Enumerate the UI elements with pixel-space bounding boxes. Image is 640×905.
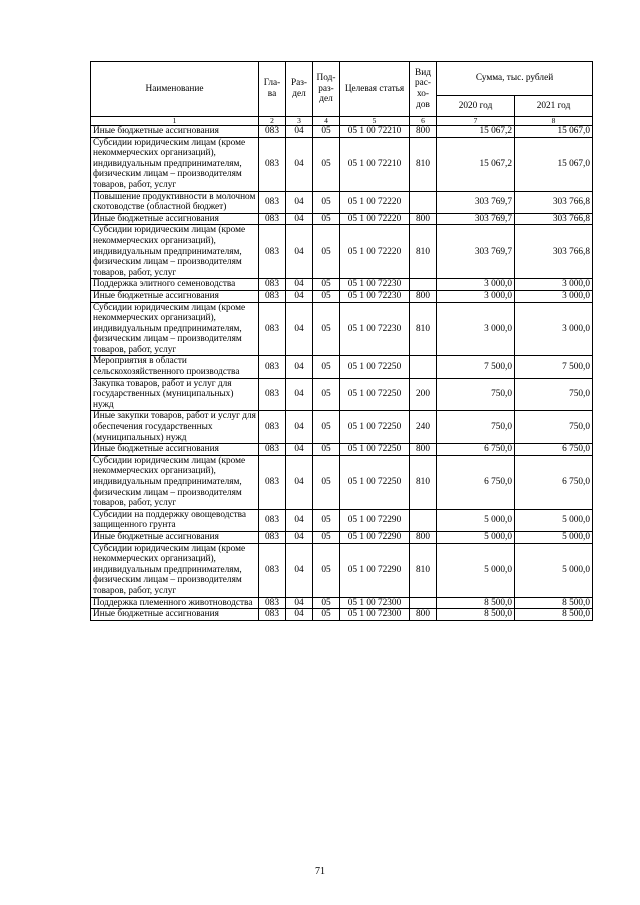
amount-2021-cell: 303 766,8 (515, 225, 593, 279)
target-cell: 05 1 00 72290 (340, 509, 410, 531)
name-cell: Иные бюджетные ассигнования (91, 531, 259, 543)
table-row (91, 455, 593, 509)
table-row (91, 191, 593, 213)
vid-cell: 810 (410, 302, 437, 356)
vid-cell: 800 (410, 290, 437, 302)
podrazdel-cell: 05 (313, 191, 340, 213)
amount-2021-cell: 750,0 (515, 411, 593, 444)
target-cell: 05 1 00 72250 (340, 378, 410, 411)
column-number: 5 (340, 117, 410, 126)
amount-2021-cell: 3 000,0 (515, 290, 593, 302)
podrazdel-cell: 05 (313, 137, 340, 191)
vid-cell: 800 (410, 444, 437, 456)
amount-2020-cell: 3 000,0 (437, 279, 515, 291)
podrazdel-cell: 05 (313, 455, 340, 509)
vid-cell: 810 (410, 543, 437, 597)
glava-cell: 083 (259, 126, 286, 138)
column-number: 3 (286, 117, 313, 126)
column-number: 7 (437, 117, 515, 126)
amount-2020-cell: 8 500,0 (437, 609, 515, 621)
table-row (91, 137, 593, 191)
name-cell: Иные закупки товаров, работ и услуг для обеспечения государственных (муниципальных) нужд (91, 411, 259, 444)
amount-2021-cell: 5 000,0 (515, 509, 593, 531)
glava-cell: 083 (259, 213, 286, 225)
amount-2021-cell: 5 000,0 (515, 543, 593, 597)
target-cell: 05 1 00 72230 (340, 290, 410, 302)
table-row (91, 543, 593, 597)
razdel-cell: 04 (286, 531, 313, 543)
page-number: 71 (315, 866, 325, 877)
amount-2020-cell: 303 769,7 (437, 191, 515, 213)
amount-2021-cell: 6 750,0 (515, 455, 593, 509)
amount-2020-cell: 5 000,0 (437, 509, 515, 531)
amount-2020-cell: 6 750,0 (437, 444, 515, 456)
glava-cell: 083 (259, 356, 286, 378)
table-row (91, 356, 593, 378)
name-cell: Иные бюджетные ассигнования (91, 444, 259, 456)
razdel-cell: 04 (286, 444, 313, 456)
glava-cell: 083 (259, 191, 286, 213)
target-cell: 05 1 00 72220 (340, 213, 410, 225)
amount-2020-cell: 303 769,7 (437, 213, 515, 225)
glava-cell: 083 (259, 444, 286, 456)
column-number: 6 (410, 117, 437, 126)
vid-cell: 800 (410, 531, 437, 543)
target-cell: 05 1 00 72250 (340, 356, 410, 378)
glava-cell: 083 (259, 290, 286, 302)
target-cell: 05 1 00 72250 (340, 455, 410, 509)
name-cell: Субсидии юридическим лицам (кроме некоммерческих организаций), индивидуальным предпринимателям, физическим лицам – производителям товаров, работ, услуг (91, 225, 259, 279)
header-glava: Гла-ва (259, 62, 286, 117)
razdel-cell: 04 (286, 302, 313, 356)
amount-2021-cell: 15 067,0 (515, 126, 593, 138)
podrazdel-cell: 05 (313, 279, 340, 291)
amount-2021-cell: 15 067,0 (515, 137, 593, 191)
razdel-cell: 04 (286, 225, 313, 279)
glava-cell: 083 (259, 279, 286, 291)
table-row (91, 225, 593, 279)
razdel-cell: 04 (286, 137, 313, 191)
glava-cell: 083 (259, 455, 286, 509)
name-cell: Поддержка племенного животноводства (91, 597, 259, 609)
header-2021: 2021 год (515, 95, 593, 116)
amount-2020-cell: 5 000,0 (437, 543, 515, 597)
podrazdel-cell: 05 (313, 509, 340, 531)
vid-cell (410, 356, 437, 378)
razdel-cell: 04 (286, 356, 313, 378)
razdel-cell: 04 (286, 597, 313, 609)
column-number: 8 (515, 117, 593, 126)
table-row (91, 279, 593, 291)
amount-2020-cell: 5 000,0 (437, 531, 515, 543)
target-cell: 05 1 00 72300 (340, 597, 410, 609)
glava-cell: 083 (259, 378, 286, 411)
amount-2020-cell: 3 000,0 (437, 302, 515, 356)
razdel-cell: 04 (286, 279, 313, 291)
glava-cell: 083 (259, 531, 286, 543)
vid-cell: 810 (410, 137, 437, 191)
vid-cell (410, 191, 437, 213)
razdel-cell: 04 (286, 455, 313, 509)
razdel-cell: 04 (286, 126, 313, 138)
name-cell: Субсидии юридическим лицам (кроме некоммерческих организаций), индивидуальным предпринимателям, физическим лицам – производителям товаров, работ, услуг (91, 137, 259, 191)
razdel-cell: 04 (286, 378, 313, 411)
table-row (91, 411, 593, 444)
name-cell: Закупка товаров, работ и услуг для государственных (муниципальных) нужд (91, 378, 259, 411)
vid-cell (410, 597, 437, 609)
vid-cell: 200 (410, 378, 437, 411)
podrazdel-cell: 05 (313, 302, 340, 356)
vid-cell: 240 (410, 411, 437, 444)
column-number: 1 (91, 117, 259, 126)
name-cell: Субсидии юридическим лицам (кроме некоммерческих организаций), индивидуальным предпринимателям, физическим лицам – производителям товаров, работ, услуг (91, 543, 259, 597)
table-row (91, 597, 593, 609)
podrazdel-cell: 05 (313, 543, 340, 597)
target-cell: 05 1 00 72220 (340, 191, 410, 213)
header-podrazdel: Под-раз-дел (313, 62, 340, 117)
podrazdel-cell: 05 (313, 597, 340, 609)
podrazdel-cell: 05 (313, 531, 340, 543)
header-vid: Вид рас-хо-дов (410, 62, 437, 117)
podrazdel-cell: 05 (313, 290, 340, 302)
amount-2020-cell: 750,0 (437, 411, 515, 444)
amount-2020-cell: 8 500,0 (437, 597, 515, 609)
amount-2020-cell: 15 067,2 (437, 126, 515, 138)
header-target: Целевая статья (340, 62, 410, 117)
amount-2021-cell: 750,0 (515, 378, 593, 411)
vid-cell: 800 (410, 609, 437, 621)
target-cell: 05 1 00 72290 (340, 531, 410, 543)
target-cell: 05 1 00 72290 (340, 543, 410, 597)
amount-2021-cell: 7 500,0 (515, 356, 593, 378)
glava-cell: 083 (259, 509, 286, 531)
amount-2021-cell: 8 500,0 (515, 597, 593, 609)
amount-2020-cell: 3 000,0 (437, 290, 515, 302)
podrazdel-cell: 05 (313, 213, 340, 225)
glava-cell: 083 (259, 302, 286, 356)
name-cell: Повышение продуктивности в молочном скотоводстве (областной бюджет) (91, 191, 259, 213)
vid-cell (410, 279, 437, 291)
target-cell: 05 1 00 72250 (340, 444, 410, 456)
amount-2021-cell: 6 750,0 (515, 444, 593, 456)
column-number: 4 (313, 117, 340, 126)
column-number: 2 (259, 117, 286, 126)
podrazdel-cell: 05 (313, 378, 340, 411)
name-cell: Иные бюджетные ассигнования (91, 213, 259, 225)
amount-2021-cell: 303 766,8 (515, 191, 593, 213)
table-row (91, 213, 593, 225)
amount-2020-cell: 7 500,0 (437, 356, 515, 378)
name-cell: Субсидии на поддержку овощеводства защищенного грунта (91, 509, 259, 531)
amount-2021-cell: 8 500,0 (515, 609, 593, 621)
table-row (91, 609, 593, 621)
glava-cell: 083 (259, 543, 286, 597)
target-cell: 05 1 00 72230 (340, 302, 410, 356)
podrazdel-cell: 05 (313, 225, 340, 279)
target-cell: 05 1 00 72230 (340, 279, 410, 291)
vid-cell: 810 (410, 225, 437, 279)
column-number-row (91, 117, 593, 126)
razdel-cell: 04 (286, 543, 313, 597)
vid-cell: 810 (410, 455, 437, 509)
glava-cell: 083 (259, 411, 286, 444)
podrazdel-cell: 05 (313, 411, 340, 444)
vid-cell (410, 509, 437, 531)
table-row (91, 302, 593, 356)
header-name: Наименование (91, 62, 259, 117)
razdel-cell: 04 (286, 411, 313, 444)
razdel-cell: 04 (286, 609, 313, 621)
name-cell: Иные бюджетные ассигнования (91, 609, 259, 621)
amount-2021-cell: 303 766,8 (515, 213, 593, 225)
table-row (91, 531, 593, 543)
table-row (91, 444, 593, 456)
amount-2020-cell: 6 750,0 (437, 455, 515, 509)
podrazdel-cell: 05 (313, 444, 340, 456)
table-row (91, 378, 593, 411)
name-cell: Иные бюджетные ассигнования (91, 126, 259, 138)
amount-2021-cell: 3 000,0 (515, 302, 593, 356)
target-cell: 05 1 00 72250 (340, 411, 410, 444)
table-row (91, 509, 593, 531)
podrazdel-cell: 05 (313, 126, 340, 138)
podrazdel-cell: 05 (313, 356, 340, 378)
razdel-cell: 04 (286, 509, 313, 531)
amount-2021-cell: 5 000,0 (515, 531, 593, 543)
amount-2020-cell: 750,0 (437, 378, 515, 411)
amount-2020-cell: 303 769,7 (437, 225, 515, 279)
glava-cell: 083 (259, 609, 286, 621)
target-cell: 05 1 00 72210 (340, 126, 410, 138)
name-cell: Поддержка элитного семеноводства (91, 279, 259, 291)
table-row (91, 126, 593, 138)
target-cell: 05 1 00 72210 (340, 137, 410, 191)
name-cell: Субсидии юридическим лицам (кроме некоммерческих организаций), индивидуальным предпринимателям, физическим лицам – производителям товаров, работ, услуг (91, 302, 259, 356)
table-row (91, 290, 593, 302)
amount-2020-cell: 15 067,2 (437, 137, 515, 191)
target-cell: 05 1 00 72300 (340, 609, 410, 621)
glava-cell: 083 (259, 597, 286, 609)
vid-cell: 800 (410, 126, 437, 138)
vid-cell: 800 (410, 213, 437, 225)
header-sum: Сумма, тыс. рублей (437, 62, 593, 96)
name-cell: Субсидии юридическим лицам (кроме некоммерческих организаций), индивидуальным предпринимателям, физическим лицам – производителям товаров, работ, услуг (91, 455, 259, 509)
razdel-cell: 04 (286, 213, 313, 225)
amount-2021-cell: 3 000,0 (515, 279, 593, 291)
name-cell: Мероприятия в области сельскохозяйственного производства (91, 356, 259, 378)
podrazdel-cell: 05 (313, 609, 340, 621)
header-2020: 2020 год (437, 95, 515, 116)
glava-cell: 083 (259, 137, 286, 191)
budget-table (90, 61, 593, 621)
header-razdel: Раз-дел (286, 62, 313, 117)
target-cell: 05 1 00 72220 (340, 225, 410, 279)
name-cell: Иные бюджетные ассигнования (91, 290, 259, 302)
razdel-cell: 04 (286, 290, 313, 302)
glava-cell: 083 (259, 225, 286, 279)
razdel-cell: 04 (286, 191, 313, 213)
